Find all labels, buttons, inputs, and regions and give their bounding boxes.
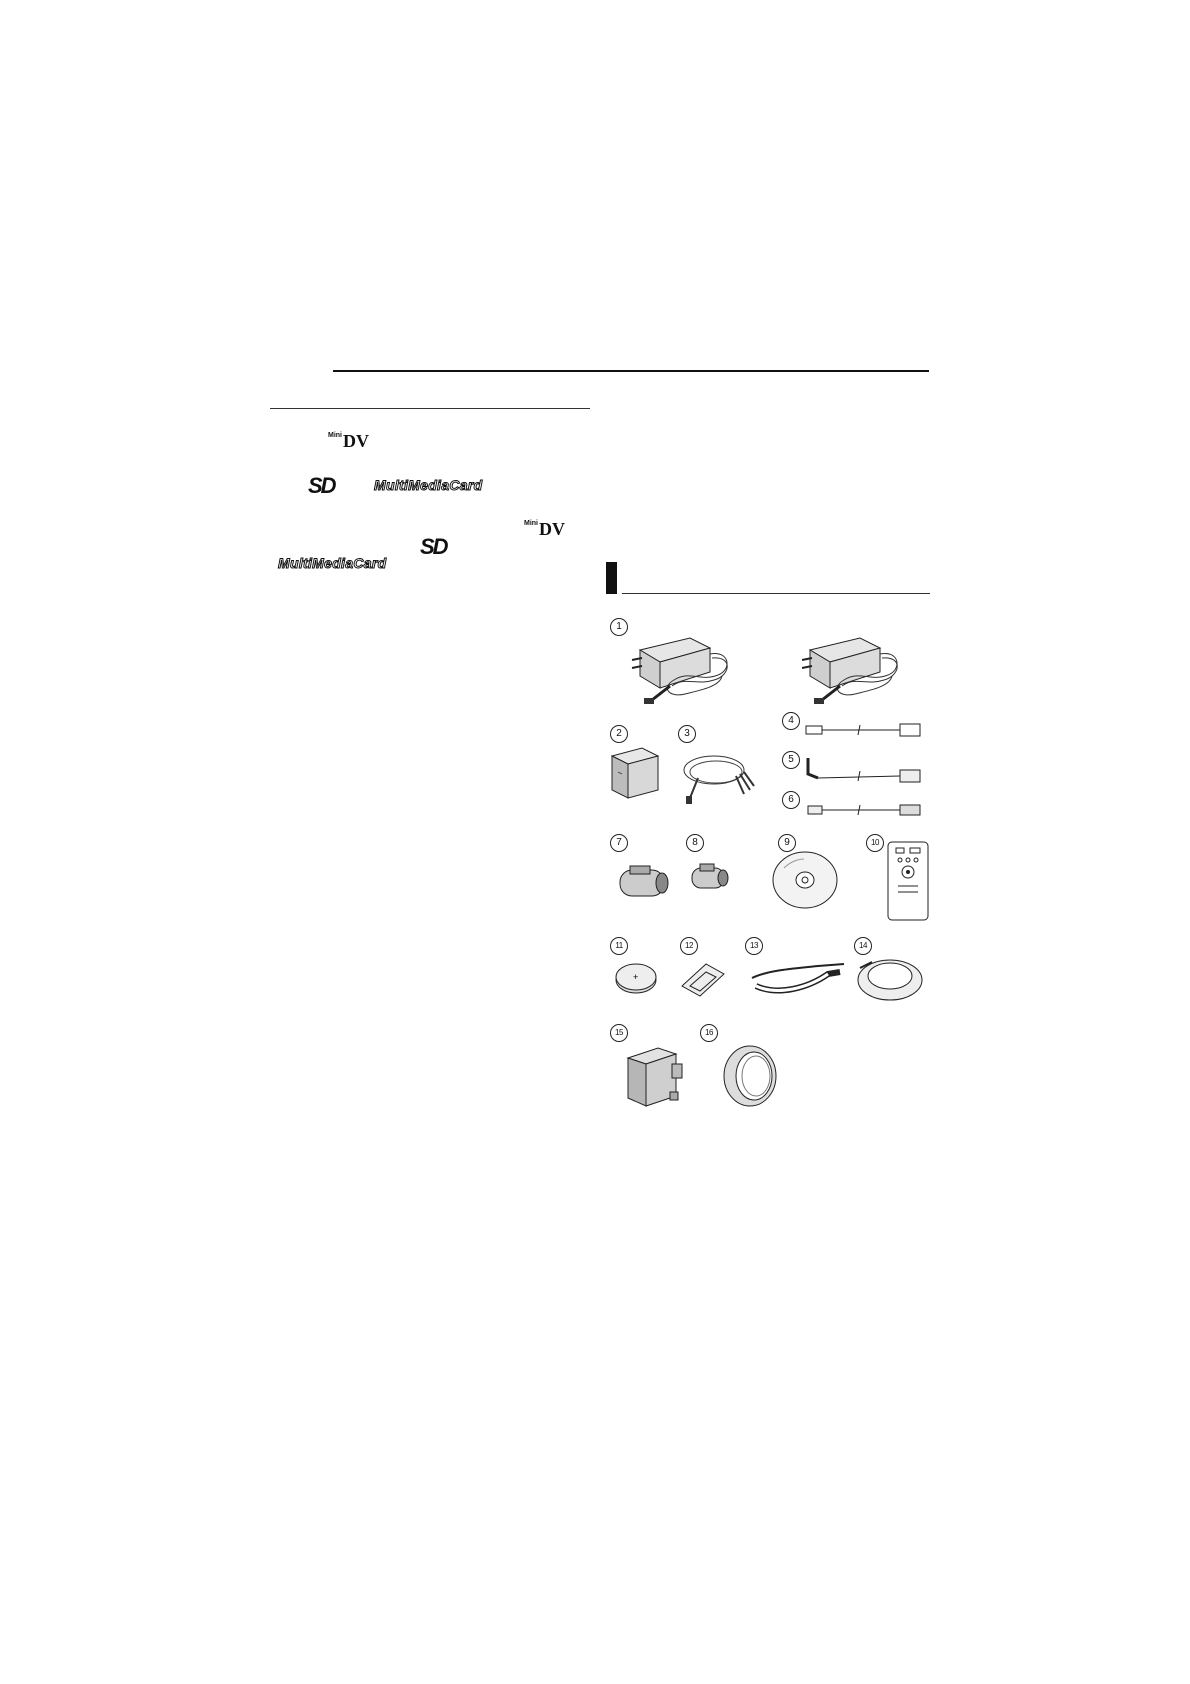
item-number-12: 12 <box>680 937 698 955</box>
section-marker <box>606 562 617 594</box>
battery-pack-icon <box>606 742 666 804</box>
multimediacard-logo: MultiMediaCard <box>374 477 483 493</box>
item-number-3: 3 <box>678 725 696 743</box>
item-number-1: 1 <box>610 618 628 636</box>
lithium-battery-icon <box>612 958 662 998</box>
lens-cap-icon <box>854 954 928 1004</box>
core-filter-large-icon <box>614 858 674 906</box>
usb-cable-icon <box>804 722 924 742</box>
right-section-rule <box>622 593 930 594</box>
item-number-13: 13 <box>745 937 763 955</box>
core-filter-small-icon <box>688 858 734 898</box>
remote-control-icon <box>886 840 930 922</box>
cd-rom-icon <box>770 848 840 910</box>
audio-cable-icon <box>804 756 924 784</box>
item-number-7: 7 <box>610 834 628 852</box>
item-number-15: 15 <box>610 1024 628 1042</box>
item-number-9: 9 <box>778 834 796 852</box>
multimediacard-logo-2: MultiMediaCard <box>278 555 387 571</box>
minidv-logo-mark: DV <box>343 431 369 451</box>
sd-logo-2: SD <box>420 534 447 559</box>
left-section-rule <box>270 408 590 409</box>
item-number-16: 16 <box>700 1024 718 1042</box>
item-number-5: 5 <box>782 751 800 769</box>
item-number-8: 8 <box>686 834 704 852</box>
item-number-14: 14 <box>854 937 872 955</box>
item-number-2: 2 <box>610 725 628 743</box>
header-rule <box>333 370 929 372</box>
memory-card-icon <box>678 958 728 1002</box>
minidv-logo-mini: Mini <box>328 432 342 439</box>
minidv-logo-mini-2: Mini <box>524 520 538 527</box>
minidv-logo-mark-2: DV <box>539 519 565 539</box>
shoulder-strap-icon <box>748 956 848 1002</box>
battery-cover-icon <box>620 1040 690 1112</box>
minidv-logo-2 <box>524 520 565 538</box>
ac-adapter-icon <box>630 620 740 710</box>
item-number-11: 11 <box>610 937 628 955</box>
audio-extension-cable-icon <box>804 802 924 822</box>
lens-ring-icon <box>714 1040 784 1112</box>
minidv-logo <box>328 432 369 450</box>
ac-adapter-icon-2 <box>800 620 910 710</box>
sd-logo: SD <box>308 473 335 498</box>
svg-text:+: + <box>633 972 639 982</box>
item-number-10: 10 <box>866 834 884 852</box>
av-cable-icon <box>678 742 758 804</box>
item-number-4: 4 <box>782 712 800 730</box>
item-number-6: 6 <box>782 791 800 809</box>
